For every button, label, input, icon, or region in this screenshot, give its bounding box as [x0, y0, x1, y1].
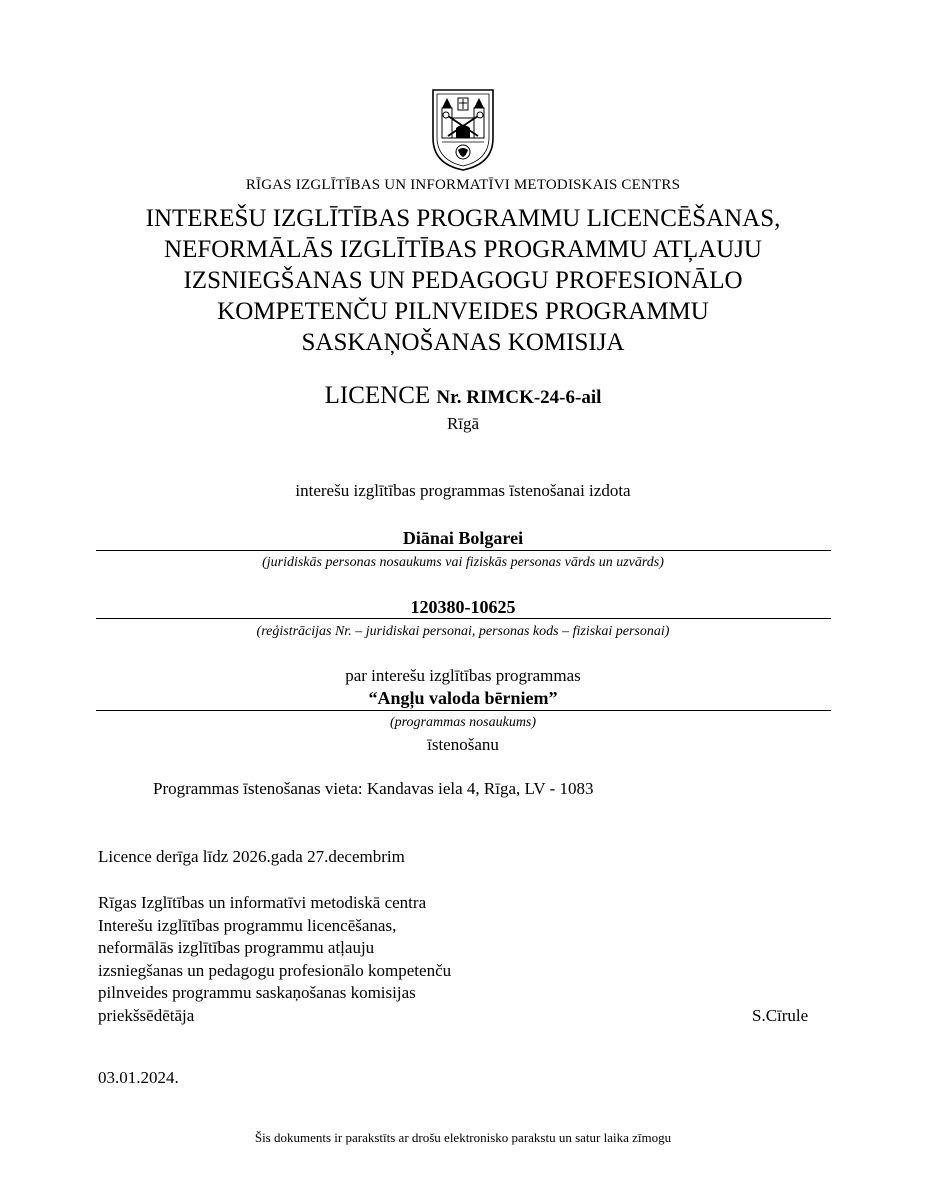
commission-title-line: NEFORMĀLĀS IZGLĪTĪBAS PROGRAMMU ATĻAUJU [164, 236, 762, 263]
chair-title [98, 892, 451, 1027]
program-intro: par interešu izglītības programmas [345, 666, 581, 685]
registration-note: (reģistrācijas Nr. – juridiskai personai, personas kods – fiziskai personai) [256, 624, 670, 639]
implementation-text: īstenošanu [427, 735, 499, 754]
licence-heading [0, 382, 926, 410]
chair-title-line: pilnveides programmu saskaņošanas komisijas [98, 983, 416, 1002]
chair-title-line: neformālās izglītības programmu atļauju [98, 938, 375, 957]
commission-title-line: INTEREŠU IZGLĪTĪBAS PROGRAMMU LICENCĒŠANAS, [145, 205, 781, 232]
commission-title-line: SASKAŅOŠANAS KOMISIJA [301, 329, 625, 356]
chair-title-line: Rīgas Izglītības un informatīvi metodiskā centra [98, 893, 427, 912]
program-note: (programmas nosaukums) [389, 715, 537, 730]
licence-label: LICENCE [324, 382, 431, 409]
commission-title-line: KOMPETENČU PILNVEIDES PROGRAMMU [217, 298, 709, 325]
holder-name-note: (juridiskās personas nosaukums vai fiziskās personas vārds un uzvārds) [262, 555, 664, 570]
holder-name: Diānai Bolgarei [402, 528, 524, 548]
riga-coat-of-arms-icon [430, 86, 496, 172]
commission-title-line: IZSNIEGŠANAS UN PEDAGOGU PROFESIONĀLO [183, 267, 743, 294]
issued-for-text: interešu izglītības programmas īstenošanai izdota [295, 481, 631, 500]
chair-title-line: izsniegšanas un pedagogu profesionālo kompetenču [98, 960, 452, 980]
program-name-underline [96, 710, 831, 711]
chair-title-line: priekšsēdētāja [98, 1005, 195, 1025]
signer-name: S.Cīrule [752, 1006, 809, 1025]
licence-validity: Licence derīga līdz 2026.gada 27.decembrim [98, 847, 405, 866]
program-name: “Angļu valoda bērniem” [368, 688, 558, 708]
licence-number: Nr. RIMCK-24-6-ail [436, 387, 602, 408]
registration-code-underline [96, 618, 831, 619]
program-place: Programmas īstenošanas vieta: Kandavas iela 4, Rīga, LV - 1083 [153, 779, 594, 798]
organization-name: RĪGAS IZGLĪTĪBAS UN INFORMATĪVI METODISKAIS CENTRS [245, 177, 681, 193]
registration-code: 120380-10625 [410, 597, 516, 617]
commission-title [0, 203, 926, 358]
issue-date: 03.01.2024. [98, 1068, 179, 1087]
holder-name-underline [96, 550, 831, 551]
e-signature-notice: Šis dokuments ir parakstīts ar drošu elektronisko parakstu un satur laika zīmogu [254, 1130, 672, 1145]
licence-city: Rīgā [446, 414, 480, 433]
chair-title-line: Interešu izglītības programmu licencēšanas, [98, 915, 397, 935]
